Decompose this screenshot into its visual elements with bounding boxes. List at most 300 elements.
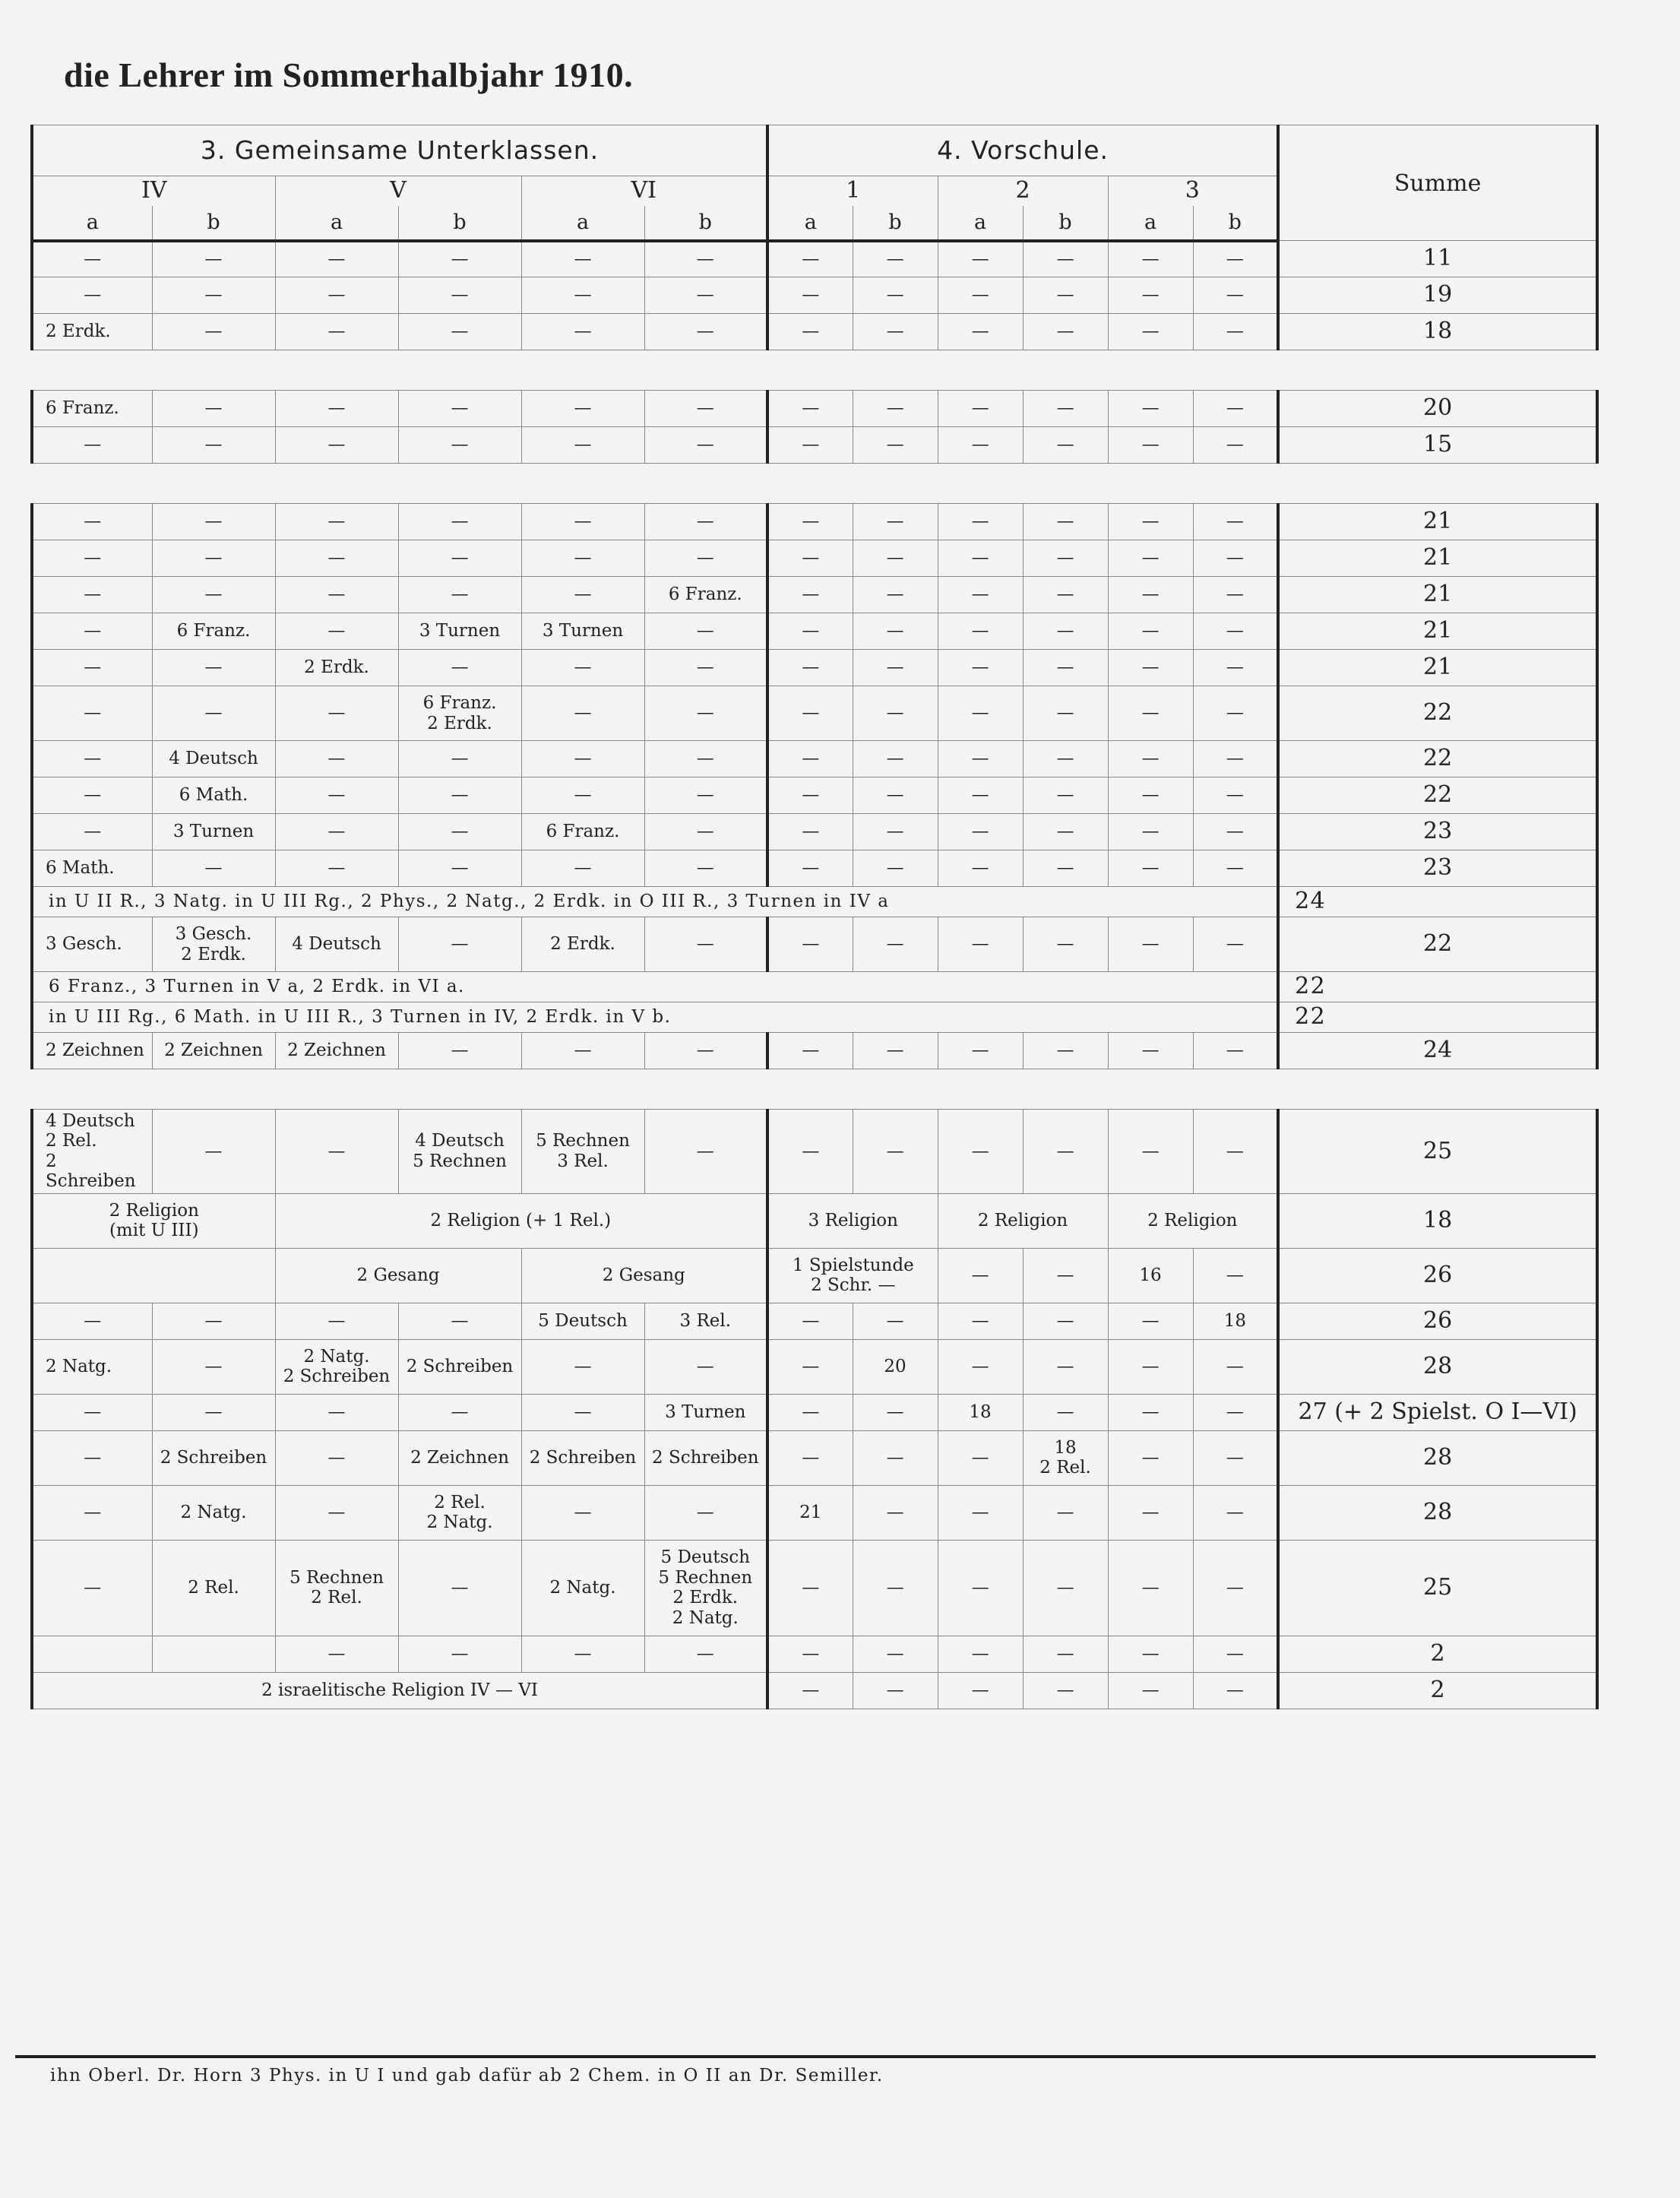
empty-cell-dash: — (1108, 686, 1193, 741)
empty-cell-dash: — (152, 1110, 275, 1194)
table-cell: 5 Rechnen 3 Rel. (521, 1110, 644, 1194)
empty-cell-dash: — (853, 577, 938, 613)
row-note: in U III Rg., 6 Math. in U III R., 3 Turnen in IV, 2 Erdk. in V b. (32, 1002, 1278, 1033)
empty-cell-dash: — (32, 613, 152, 650)
table-cell: 2 Gesang (275, 1248, 521, 1303)
empty-cell-dash: — (521, 577, 644, 613)
empty-cell-dash: — (853, 741, 938, 778)
header-sub-b: b (1193, 206, 1278, 241)
table-row (32, 1672, 1597, 1709)
empty-cell-dash: — (398, 314, 521, 350)
table-cell: 6 Franz. 2 Erdk. (398, 686, 521, 741)
row-sum: 18 (1278, 1193, 1597, 1248)
empty-cell-dash: — (1023, 814, 1108, 850)
empty-cell-dash: — (853, 1430, 938, 1485)
table-cell: 3 Turnen (521, 613, 644, 650)
empty-cell-dash: — (938, 814, 1023, 850)
empty-cell-dash: — (275, 814, 398, 850)
empty-cell-dash: — (398, 427, 521, 464)
header-sub-b: b (398, 206, 521, 241)
empty-cell-dash: — (1193, 241, 1278, 277)
empty-cell-dash: — (152, 427, 275, 464)
table-cell: 3 Religion (767, 1193, 938, 1248)
empty-cell-dash: — (1193, 778, 1278, 814)
table-row (32, 1033, 1597, 1069)
empty-cell-dash: — (644, 917, 767, 972)
empty-cell-dash: — (853, 850, 938, 887)
empty-cell-dash: — (1108, 504, 1193, 540)
empty-cell-dash: — (398, 277, 521, 314)
empty-cell-dash: — (1023, 850, 1108, 887)
header-class-iv: IV (32, 176, 275, 206)
empty-cell-dash: — (32, 778, 152, 814)
row-gap (32, 464, 1597, 504)
empty-cell-dash: — (1023, 1636, 1108, 1672)
empty-cell-dash: — (398, 241, 521, 277)
empty-cell-dash: — (767, 778, 853, 814)
table-cell: 2 Zeichnen (32, 1033, 152, 1069)
row-sum: 18 (1278, 314, 1597, 350)
table-cell: 4 Deutsch (152, 741, 275, 778)
table-cell: 2 Schreiben (398, 1339, 521, 1394)
empty-cell-dash: — (938, 1033, 1023, 1069)
row-note: 6 Franz., 3 Turnen in V a, 2 Erdk. in VI a. (32, 972, 1278, 1002)
empty-cell-dash: — (1023, 741, 1108, 778)
empty-cell-dash: — (32, 241, 152, 277)
table-cell: 6 Franz. (644, 577, 767, 613)
empty-cell-dash: — (398, 540, 521, 577)
empty-cell-dash: — (853, 917, 938, 972)
empty-cell-dash: — (1108, 241, 1193, 277)
table-cell: 2 Schreiben (521, 1430, 644, 1485)
empty-cell-dash: — (644, 1636, 767, 1672)
table-cell: 20 (853, 1339, 938, 1394)
empty-cell-dash: — (853, 1303, 938, 1339)
empty-cell-dash: — (521, 1636, 644, 1672)
empty-cell-dash: — (152, 1303, 275, 1339)
empty-cell-dash: — (938, 504, 1023, 540)
empty-cell-dash: — (521, 686, 644, 741)
empty-cell-dash: — (275, 1430, 398, 1485)
empty-cell-dash: — (275, 391, 398, 427)
empty-cell-dash: — (1193, 1110, 1278, 1194)
empty-cell-dash: — (1193, 540, 1278, 577)
empty-cell-dash: — (1023, 1303, 1108, 1339)
table-cell: 2 Religion (1108, 1193, 1278, 1248)
table-cell: — (853, 1672, 938, 1709)
empty-cell-dash: — (767, 741, 853, 778)
empty-cell-dash: — (1023, 1110, 1108, 1194)
empty-cell-dash: — (644, 814, 767, 850)
empty-cell-dash: — (767, 314, 853, 350)
table-cell: — (1023, 1672, 1108, 1709)
empty-cell-dash: — (1108, 814, 1193, 850)
empty-cell-dash: — (767, 814, 853, 850)
empty-cell-dash: — (938, 613, 1023, 650)
empty-cell-dash: — (521, 277, 644, 314)
table-row (32, 314, 1597, 350)
table-cell: 5 Deutsch (521, 1303, 644, 1339)
table-cell: 3 Turnen (152, 814, 275, 850)
footnote: ihn Oberl. Dr. Horn 3 Phys. in U I und gab dafür ab 2 Chem. in O II an Dr. Semiller. (50, 2066, 884, 2086)
empty-cell-dash: — (1108, 1110, 1193, 1194)
empty-cell-dash: — (938, 391, 1023, 427)
empty-cell-dash: — (938, 314, 1023, 350)
empty-cell-dash: — (767, 540, 853, 577)
empty-cell-dash: — (938, 241, 1023, 277)
header-sub-b: b (152, 206, 275, 241)
empty-cell-dash: — (32, 277, 152, 314)
table-row (32, 350, 1597, 391)
table-cell: 3 Turnen (644, 1394, 767, 1430)
table-cell: — (1193, 1248, 1278, 1303)
empty-cell-dash: — (398, 650, 521, 686)
row-sum: 21 (1278, 650, 1597, 686)
empty-cell-dash: — (398, 577, 521, 613)
empty-cell-dash: — (767, 427, 853, 464)
empty-cell-dash: — (853, 686, 938, 741)
empty-cell-dash: — (398, 1540, 521, 1636)
row-gap (32, 350, 1597, 391)
empty-cell-dash: — (644, 427, 767, 464)
table-row (32, 1193, 1597, 1248)
empty-cell-dash: — (1193, 577, 1278, 613)
table-row (32, 1069, 1597, 1110)
table-cell: 16 (1108, 1248, 1193, 1303)
empty-cell-dash: — (398, 1394, 521, 1430)
table-cell: — (938, 1672, 1023, 1709)
table-row (32, 1540, 1597, 1636)
empty-cell-dash: — (32, 741, 152, 778)
empty-cell-dash: — (853, 613, 938, 650)
table-cell: 2 Natg. (32, 1339, 152, 1394)
table-row (32, 613, 1597, 650)
table-cell: 3 Turnen (398, 613, 521, 650)
empty-cell-dash: — (767, 1110, 853, 1194)
empty-cell-dash: — (767, 1339, 853, 1394)
empty-cell-dash: — (521, 391, 644, 427)
empty-cell-dash: — (32, 1540, 152, 1636)
empty-cell-dash: — (938, 277, 1023, 314)
empty-cell-dash: — (853, 391, 938, 427)
empty-cell-dash: — (853, 1394, 938, 1430)
table-cell: 2 Gesang (521, 1248, 767, 1303)
empty-cell-dash: — (398, 1636, 521, 1672)
empty-cell-dash: — (32, 504, 152, 540)
empty-cell-dash: — (275, 778, 398, 814)
table-cell: 2 Schreiben (644, 1430, 767, 1485)
empty-cell-dash: — (1023, 1394, 1108, 1430)
table-row (32, 1303, 1597, 1339)
empty-cell-dash: — (853, 1636, 938, 1672)
empty-cell-dash: — (275, 540, 398, 577)
empty-cell-dash: — (644, 391, 767, 427)
empty-cell-dash: — (1023, 314, 1108, 350)
empty-cell-dash: — (152, 504, 275, 540)
empty-cell-dash: — (644, 1110, 767, 1194)
empty-cell-dash: — (644, 850, 767, 887)
empty-cell-dash: — (1023, 686, 1108, 741)
row-gap (32, 1069, 1597, 1110)
header-sub-a: a (938, 206, 1023, 241)
empty-cell-dash: — (398, 741, 521, 778)
empty-cell-dash: — (644, 686, 767, 741)
table-row (32, 540, 1597, 577)
empty-cell-dash: — (1193, 686, 1278, 741)
empty-cell-dash: — (1108, 314, 1193, 350)
empty-cell-dash: — (853, 1110, 938, 1194)
empty-cell-dash: — (853, 650, 938, 686)
empty-cell-dash: — (32, 814, 152, 850)
empty-cell-dash: — (938, 741, 1023, 778)
empty-cell-dash: — (521, 241, 644, 277)
empty-cell-dash: — (1108, 917, 1193, 972)
table-cell: 6 Franz. (152, 613, 275, 650)
empty-cell-dash: — (767, 1636, 853, 1672)
empty-cell-dash: — (1108, 1339, 1193, 1394)
empty-cell-dash: — (938, 686, 1023, 741)
row-sum: 21 (1278, 504, 1597, 540)
empty-cell-dash: — (398, 917, 521, 972)
empty-cell-dash: — (938, 1110, 1023, 1194)
empty-cell-dash: — (521, 1394, 644, 1430)
table-cell: 2 israelitische Religion IV — VI (32, 1672, 767, 1709)
empty-cell-dash: — (1193, 1339, 1278, 1394)
empty-cell-dash: — (275, 577, 398, 613)
table-cell: 2 Zeichnen (152, 1033, 275, 1069)
empty-cell-dash: — (1108, 391, 1193, 427)
table-cell: — (1108, 1672, 1193, 1709)
table-row (32, 1002, 1597, 1033)
table-cell: 5 Rechnen 2 Rel. (275, 1540, 398, 1636)
empty-cell-dash: — (767, 1430, 853, 1485)
table-row (32, 1485, 1597, 1540)
empty-cell-dash: — (275, 741, 398, 778)
table-row (32, 686, 1597, 741)
table-cell: 2 Erdk. (521, 917, 644, 972)
table-cell: 2 Schreiben (152, 1430, 275, 1485)
row-sum: 21 (1278, 540, 1597, 577)
table-cell (32, 1248, 275, 1303)
empty-cell-dash: — (275, 504, 398, 540)
empty-cell-dash: — (152, 577, 275, 613)
table-cell: — (1023, 1248, 1108, 1303)
empty-cell-dash: — (1108, 540, 1193, 577)
header-sub-a: a (32, 206, 152, 241)
row-sum: 25 (1278, 1110, 1597, 1194)
empty-cell-dash: — (1023, 1540, 1108, 1636)
table-row (32, 850, 1597, 887)
empty-cell-dash: — (32, 1394, 152, 1430)
table-row (32, 577, 1597, 613)
row-sum: 19 (1278, 277, 1597, 314)
header-sub-a: a (1108, 206, 1193, 241)
table-cell: 1 Spielstunde 2 Schr. — (767, 1248, 938, 1303)
empty-cell-dash: — (1193, 650, 1278, 686)
empty-cell-dash: — (398, 1303, 521, 1339)
table-row (32, 504, 1597, 540)
table-cell: 2 Zeichnen (275, 1033, 398, 1069)
empty-cell-dash: — (644, 1485, 767, 1540)
table-cell: 4 Deutsch (275, 917, 398, 972)
empty-cell-dash: — (1193, 1636, 1278, 1672)
empty-cell-dash: — (644, 241, 767, 277)
empty-cell-dash: — (521, 504, 644, 540)
empty-cell-dash: — (275, 427, 398, 464)
table-row (32, 650, 1597, 686)
empty-cell-dash: — (521, 314, 644, 350)
header-sub-a: a (521, 206, 644, 241)
empty-cell-dash: — (275, 1394, 398, 1430)
empty-cell-dash: — (521, 427, 644, 464)
empty-cell-dash: — (32, 540, 152, 577)
empty-cell-dash: — (767, 391, 853, 427)
empty-cell-dash: — (1193, 917, 1278, 972)
empty-cell-dash: — (1023, 427, 1108, 464)
empty-cell-dash: — (521, 540, 644, 577)
row-sum: 24 (1278, 1033, 1597, 1069)
empty-cell-dash: — (275, 1636, 398, 1672)
empty-cell-dash: — (1193, 850, 1278, 887)
table-row (32, 241, 1597, 277)
table-cell: 3 Gesch. (32, 917, 152, 972)
empty-cell-dash: — (1023, 1485, 1108, 1540)
table-cell: 2 Natg. (152, 1485, 275, 1540)
empty-cell-dash: — (1193, 1033, 1278, 1069)
table-cell: 6 Math. (32, 850, 152, 887)
empty-cell-dash: — (275, 686, 398, 741)
empty-cell-dash: — (1108, 577, 1193, 613)
empty-cell-dash: — (938, 577, 1023, 613)
table-cell: 2 Rel. (152, 1540, 275, 1636)
empty-cell-dash: — (938, 917, 1023, 972)
empty-cell-dash: — (1108, 1033, 1193, 1069)
table-row (32, 427, 1597, 464)
header-gemeinsame-unterklassen: 3. Gemeinsame Unterklassen. (32, 125, 767, 176)
empty-cell-dash: — (767, 1394, 853, 1430)
empty-cell-dash: — (152, 1394, 275, 1430)
empty-cell-dash: — (853, 778, 938, 814)
empty-cell-dash: — (521, 650, 644, 686)
empty-cell-dash: — (275, 1303, 398, 1339)
empty-cell-dash: — (275, 277, 398, 314)
empty-cell-dash: — (1108, 650, 1193, 686)
empty-cell-dash: — (521, 1033, 644, 1069)
empty-cell-dash: — (1193, 391, 1278, 427)
table-cell: 5 Deutsch 5 Rechnen 2 Erdk. 2 Natg. (644, 1540, 767, 1636)
empty-cell-dash: — (1108, 613, 1193, 650)
table-row (32, 1248, 1597, 1303)
empty-cell-dash: — (1023, 1339, 1108, 1394)
empty-cell-dash: — (152, 391, 275, 427)
table-cell: 6 Math. (152, 778, 275, 814)
teacher-schedule-table (30, 125, 1599, 1709)
table-cell: 2 Religion (+ 1 Rel.) (275, 1193, 767, 1248)
empty-cell-dash: — (644, 314, 767, 350)
header-summe: Summe (1278, 125, 1597, 241)
empty-cell-dash: — (275, 613, 398, 650)
row-sum: 22 (1278, 686, 1597, 741)
empty-cell-dash: — (644, 504, 767, 540)
table-row (32, 464, 1597, 504)
row-sum: 23 (1278, 814, 1597, 850)
row-sum: 22 (1278, 972, 1597, 1002)
empty-cell-dash: — (1108, 778, 1193, 814)
table-row (32, 741, 1597, 778)
empty-cell-dash: — (152, 314, 275, 350)
empty-cell-dash: — (1023, 241, 1108, 277)
empty-cell-dash: — (853, 540, 938, 577)
header-sub-b: b (1023, 206, 1108, 241)
table-cell: 2 Erdk. (275, 650, 398, 686)
empty-cell-dash: — (767, 1033, 853, 1069)
empty-cell-dash: — (1023, 391, 1108, 427)
row-sum: 21 (1278, 613, 1597, 650)
table-cell (152, 1636, 275, 1672)
table-row (32, 1636, 1597, 1672)
header-class-vi: VI (521, 176, 767, 206)
empty-cell-dash: — (938, 1303, 1023, 1339)
table-row (32, 778, 1597, 814)
empty-cell-dash: — (853, 241, 938, 277)
table-cell: 18 (1193, 1303, 1278, 1339)
empty-cell-dash: — (32, 427, 152, 464)
empty-cell-dash: — (767, 613, 853, 650)
table-cell: — (1193, 1672, 1278, 1709)
empty-cell-dash: — (521, 1339, 644, 1394)
empty-cell-dash: — (1193, 1485, 1278, 1540)
empty-cell-dash: — (1023, 277, 1108, 314)
empty-cell-dash: — (152, 1339, 275, 1394)
empty-cell-dash: — (767, 504, 853, 540)
empty-cell-dash: — (1108, 277, 1193, 314)
empty-cell-dash: — (1108, 427, 1193, 464)
table-row (32, 277, 1597, 314)
empty-cell-dash: — (938, 540, 1023, 577)
row-sum: 28 (1278, 1485, 1597, 1540)
empty-cell-dash: — (1023, 577, 1108, 613)
row-sum: 2 (1278, 1672, 1597, 1709)
table-cell: 2 Erdk. (32, 314, 152, 350)
table-cell: 3 Gesch. 2 Erdk. (152, 917, 275, 972)
table-cell: 6 Franz. (521, 814, 644, 850)
row-sum: 11 (1278, 241, 1597, 277)
empty-cell-dash: — (1193, 1430, 1278, 1485)
empty-cell-dash: — (398, 778, 521, 814)
empty-cell-dash: — (275, 850, 398, 887)
empty-cell-dash: — (1108, 1636, 1193, 1672)
empty-cell-dash: — (1108, 741, 1193, 778)
empty-cell-dash: — (644, 1339, 767, 1394)
table-cell: 2 Religion (938, 1193, 1108, 1248)
page-title: die Lehrer im Sommerhalbjahr 1910. (64, 55, 634, 94)
table-cell: 18 2 Rel. (1023, 1430, 1108, 1485)
table-row (32, 972, 1597, 1002)
empty-cell-dash: — (853, 1033, 938, 1069)
empty-cell-dash: — (853, 504, 938, 540)
empty-cell-dash: — (853, 277, 938, 314)
empty-cell-dash: — (644, 1033, 767, 1069)
empty-cell-dash: — (644, 741, 767, 778)
row-sum: 22 (1278, 741, 1597, 778)
empty-cell-dash: — (398, 814, 521, 850)
row-sum: 22 (1278, 1002, 1597, 1033)
empty-cell-dash: — (32, 686, 152, 741)
empty-cell-dash: — (1108, 1303, 1193, 1339)
empty-cell-dash: — (853, 427, 938, 464)
empty-cell-dash: — (521, 1485, 644, 1540)
table-row (32, 1394, 1597, 1430)
